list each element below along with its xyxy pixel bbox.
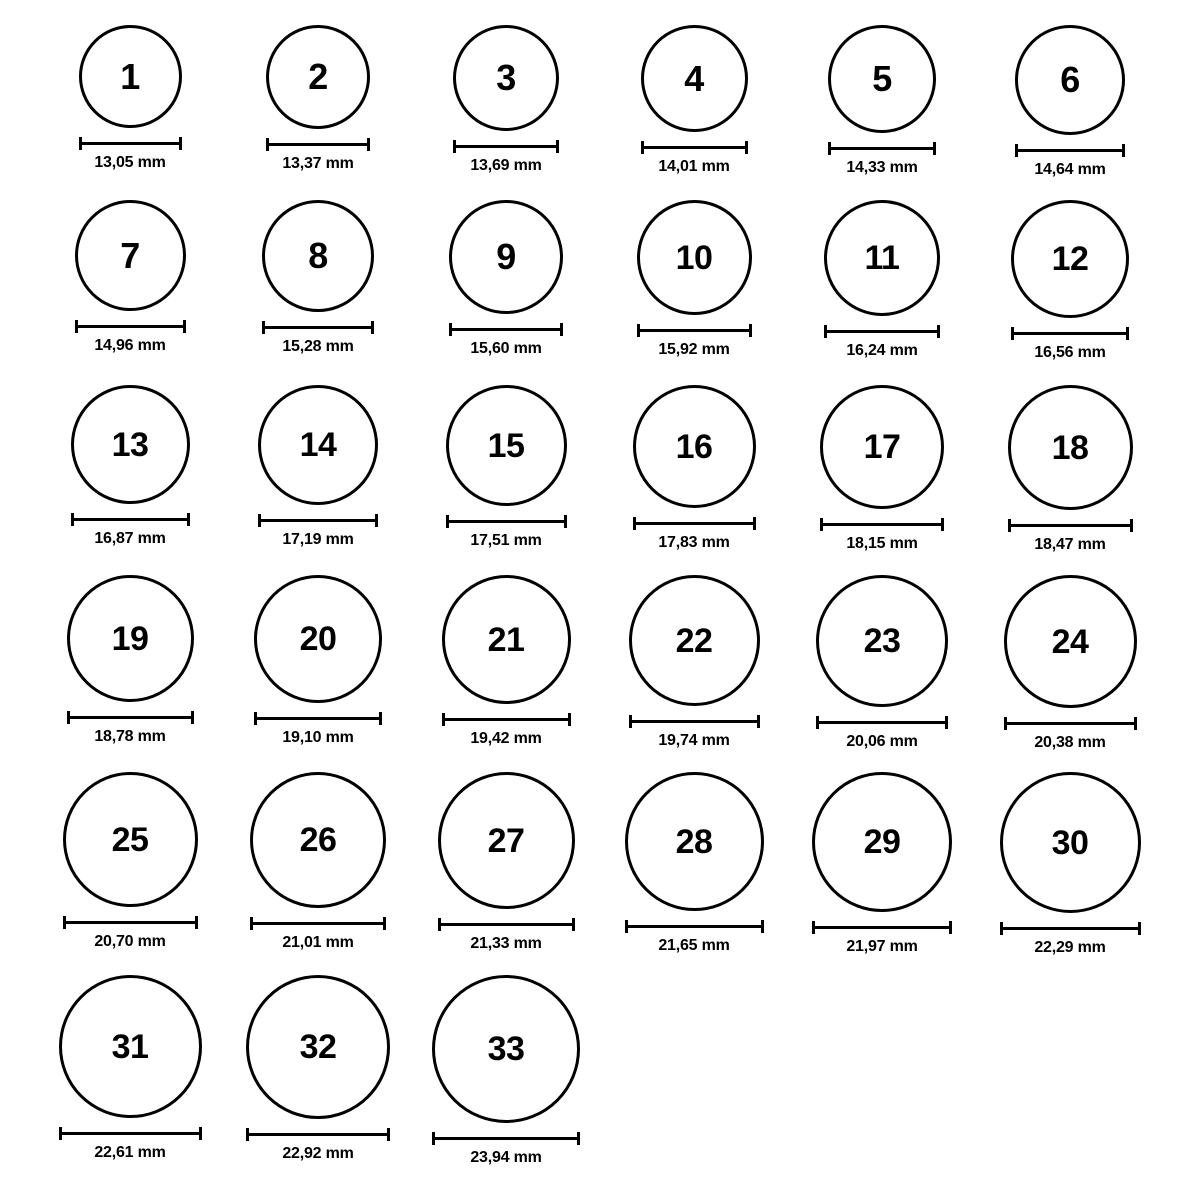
measure-end-cap-left [254, 712, 257, 725]
ring-diameter-label: 18,15 mm [846, 535, 918, 552]
ring-circle [1011, 200, 1129, 318]
ring-size-number: 7 [120, 234, 140, 276]
ring-diameter-label: 13,05 mm [94, 154, 166, 171]
measure-end-cap-left [629, 715, 632, 728]
ring-size-item [634, 772, 754, 955]
ring-size-number: 2 [308, 56, 328, 97]
diameter-measure-bar [637, 324, 752, 335]
ring-circle [449, 200, 563, 314]
measure-end-cap-left [438, 918, 441, 931]
ring-diameter-label: 19,10 mm [282, 729, 354, 746]
measure-end-cap-left [1015, 144, 1018, 157]
measure-line [446, 520, 567, 523]
diameter-measure-bar [820, 518, 944, 529]
ring-diameter-label: 21,33 mm [470, 935, 542, 952]
measure-end-cap-left [442, 713, 445, 726]
ring-diameter-label: 17,19 mm [282, 531, 354, 548]
ring-size-number: 28 [675, 822, 713, 861]
ring-size-number: 31 [111, 1027, 149, 1066]
ring-diameter-label: 23,94 mm [470, 1149, 542, 1166]
ring-circle [254, 575, 382, 703]
measure-end-cap-right [1126, 327, 1129, 340]
measure-end-cap-left [641, 141, 644, 154]
ring-size-item [1010, 25, 1130, 179]
measure-end-cap-right [757, 715, 760, 728]
measure-line [59, 1132, 202, 1135]
measure-line [828, 147, 936, 150]
ring-size-item [70, 200, 190, 355]
diameter-measure-bar [641, 141, 748, 152]
ring-diameter-label: 19,42 mm [470, 730, 542, 747]
ring-size-number: 10 [675, 238, 713, 277]
measure-line [442, 718, 571, 721]
measure-end-cap-right [753, 517, 756, 530]
ring-size-item [634, 385, 754, 552]
ring-size-item [446, 772, 566, 953]
ring-circle [1000, 772, 1141, 913]
ring-diameter-label: 22,92 mm [282, 1145, 354, 1162]
ring-size-number: 26 [299, 821, 337, 859]
measure-end-cap-right [941, 518, 944, 531]
ring-circle [438, 772, 575, 909]
ring-size-number: 14 [299, 426, 337, 464]
measure-end-cap-right [371, 321, 374, 334]
measure-end-cap-left [262, 321, 265, 334]
measure-end-cap-right [1122, 144, 1125, 157]
ring-diameter-label: 20,70 mm [94, 933, 166, 950]
ring-size-item [258, 772, 378, 952]
diameter-measure-bar [816, 716, 948, 727]
diameter-measure-bar [812, 921, 952, 932]
measure-end-cap-right [1130, 519, 1133, 532]
measure-line [71, 518, 190, 521]
measure-line [1004, 722, 1137, 725]
measure-end-cap-left [824, 325, 827, 338]
ring-size-item [822, 25, 942, 177]
measure-end-cap-right [937, 325, 940, 338]
measure-end-cap-left [266, 138, 269, 151]
diameter-measure-bar [71, 513, 190, 524]
ring-size-item [446, 385, 566, 550]
ring-diameter-label: 16,87 mm [94, 530, 166, 547]
ring-circle [1004, 575, 1137, 708]
ring-size-number: 4 [684, 57, 704, 99]
ring-diameter-label: 15,60 mm [470, 340, 542, 357]
ring-size-item [258, 200, 378, 356]
measure-line [1015, 149, 1125, 152]
ring-circle [633, 385, 756, 508]
ring-size-item [1010, 200, 1130, 362]
diameter-measure-bar [633, 517, 756, 528]
ring-size-item [634, 575, 754, 750]
diameter-measure-bar [1011, 327, 1129, 338]
ring-size-item [1010, 772, 1130, 957]
ring-circle [824, 200, 940, 316]
measure-end-cap-right [179, 137, 182, 150]
ring-diameter-label: 14,96 mm [94, 337, 166, 354]
ring-size-number: 13 [111, 425, 149, 464]
diameter-measure-bar [1008, 519, 1133, 530]
measure-end-cap-right [195, 916, 198, 929]
measure-line [63, 921, 198, 924]
measure-line [812, 926, 952, 929]
measure-end-cap-right [387, 1128, 390, 1141]
ring-circle [820, 385, 944, 509]
ring-size-number: 21 [487, 620, 525, 659]
ring-circle [63, 772, 198, 907]
diameter-measure-bar [59, 1127, 202, 1138]
ring-size-item [634, 25, 754, 176]
ring-size-number: 29 [863, 823, 901, 861]
measure-end-cap-left [637, 324, 640, 337]
ring-diameter-label: 16,56 mm [1034, 344, 1106, 361]
ring-circle [67, 575, 194, 702]
measure-end-cap-left [71, 513, 74, 526]
measure-end-cap-left [820, 518, 823, 531]
ring-diameter-label: 18,47 mm [1034, 536, 1106, 553]
measure-end-cap-right [1138, 922, 1141, 935]
measure-end-cap-left [1008, 519, 1011, 532]
ring-size-item [1010, 575, 1130, 752]
ring-diameter-label: 20,38 mm [1034, 734, 1106, 751]
ring-diameter-label: 20,06 mm [846, 733, 918, 750]
ring-size-number: 17 [863, 428, 901, 466]
measure-end-cap-left [446, 515, 449, 528]
measure-end-cap-right [383, 917, 386, 930]
measure-end-cap-left [1011, 327, 1014, 340]
measure-end-cap-right [761, 920, 764, 933]
measure-end-cap-left [250, 917, 253, 930]
measure-line [449, 328, 563, 331]
measure-end-cap-left [258, 514, 261, 527]
measure-end-cap-right [187, 513, 190, 526]
measure-end-cap-left [246, 1128, 249, 1141]
measure-end-cap-left [816, 716, 819, 729]
diameter-measure-bar [438, 918, 575, 929]
measure-end-cap-right [199, 1127, 202, 1140]
measure-end-cap-right [949, 921, 952, 934]
ring-circle [637, 200, 752, 315]
ring-size-number: 30 [1051, 823, 1089, 862]
ring-size-number: 3 [496, 57, 516, 98]
measure-end-cap-left [828, 142, 831, 155]
ring-diameter-label: 13,69 mm [470, 157, 542, 174]
diameter-measure-bar [262, 321, 374, 332]
measure-end-cap-right [375, 514, 378, 527]
diameter-measure-bar [828, 142, 936, 153]
measure-line [438, 923, 575, 926]
diameter-measure-bar [63, 916, 198, 927]
diameter-measure-bar [67, 711, 194, 722]
ring-diameter-label: 18,78 mm [94, 728, 166, 745]
ring-circle [266, 25, 370, 129]
diameter-measure-bar [453, 140, 559, 151]
ring-size-item [258, 975, 378, 1163]
diameter-measure-bar [446, 515, 567, 526]
ring-circle [442, 575, 571, 704]
measure-end-cap-left [432, 1132, 435, 1145]
measure-end-cap-right [183, 320, 186, 333]
measure-end-cap-left [812, 921, 815, 934]
ring-diameter-label: 13,37 mm [282, 155, 354, 172]
ring-size-number: 25 [111, 820, 149, 859]
measure-end-cap-left [59, 1127, 62, 1140]
ring-circle [246, 975, 390, 1119]
ring-diameter-label: 15,28 mm [282, 338, 354, 355]
measure-line [1000, 927, 1141, 930]
ring-size-number: 11 [864, 239, 900, 277]
ring-circle [641, 25, 748, 132]
ring-size-item [446, 200, 566, 358]
ring-diameter-label: 14,01 mm [658, 158, 730, 175]
diameter-measure-bar [824, 325, 940, 336]
ring-size-item [70, 575, 190, 746]
measure-end-cap-left [1004, 717, 1007, 730]
measure-end-cap-right [556, 140, 559, 153]
ring-diameter-label: 21,97 mm [846, 938, 918, 955]
ring-size-item [1010, 385, 1130, 554]
ring-size-item [70, 25, 190, 172]
ring-diameter-label: 16,24 mm [846, 342, 918, 359]
ring-circle [79, 25, 182, 128]
measure-line [633, 522, 756, 525]
ring-circle [75, 200, 186, 311]
ring-circle [446, 385, 567, 506]
ring-size-number: 8 [308, 235, 328, 276]
measure-end-cap-left [1000, 922, 1003, 935]
measure-line [824, 330, 940, 333]
diameter-measure-bar [258, 514, 378, 525]
measure-end-cap-left [625, 920, 628, 933]
measure-end-cap-right [191, 711, 194, 724]
measure-line [67, 716, 194, 719]
diameter-measure-bar [250, 917, 386, 928]
ring-size-item [258, 25, 378, 173]
ring-circle [250, 772, 386, 908]
ring-size-number: 20 [299, 620, 337, 658]
ring-size-number: 16 [675, 427, 713, 466]
measure-end-cap-right [367, 138, 370, 151]
ring-size-number: 22 [675, 621, 713, 660]
measure-line [75, 325, 186, 328]
ring-circle [432, 975, 580, 1123]
measure-line [266, 143, 370, 146]
ring-size-item [634, 200, 754, 359]
measure-end-cap-right [564, 515, 567, 528]
measure-line [625, 925, 764, 928]
measure-line [637, 329, 752, 332]
ring-circle [59, 975, 202, 1118]
ring-size-number: 15 [487, 426, 525, 465]
measure-end-cap-right [933, 142, 936, 155]
ring-size-item [822, 575, 942, 751]
ring-diameter-label: 22,29 mm [1034, 939, 1106, 956]
ring-circle [812, 772, 952, 912]
measure-end-cap-right [1134, 717, 1137, 730]
ring-size-number: 9 [496, 236, 516, 277]
ring-circle [453, 25, 559, 131]
ring-size-number: 12 [1051, 240, 1089, 278]
ring-circle [629, 575, 760, 706]
measure-line [629, 720, 760, 723]
ring-size-item [258, 385, 378, 549]
ring-size-number: 6 [1060, 59, 1080, 100]
ring-diameter-label: 14,33 mm [846, 159, 918, 176]
measure-end-cap-left [79, 137, 82, 150]
ring-circle [258, 385, 378, 505]
measure-end-cap-right [577, 1132, 580, 1145]
ring-circle [1008, 385, 1133, 510]
measure-line [258, 519, 378, 522]
ring-diameter-label: 14,64 mm [1034, 161, 1106, 178]
diameter-measure-bar [625, 920, 764, 931]
measure-line [262, 326, 374, 329]
ring-size-item [446, 575, 566, 748]
ring-diameter-label: 19,74 mm [658, 732, 730, 749]
measure-line [1011, 332, 1129, 335]
ring-size-number: 32 [299, 1028, 337, 1066]
ring-size-number: 5 [872, 58, 892, 99]
measure-end-cap-right [560, 323, 563, 336]
ring-circle [828, 25, 936, 133]
measure-end-cap-left [75, 320, 78, 333]
ring-size-item [70, 975, 190, 1162]
diameter-measure-bar [75, 320, 186, 331]
measure-line [432, 1137, 580, 1140]
measure-end-cap-left [453, 140, 456, 153]
diameter-measure-bar [246, 1128, 390, 1139]
ring-size-item [446, 25, 566, 175]
measure-end-cap-left [449, 323, 452, 336]
measure-end-cap-left [67, 711, 70, 724]
ring-size-number: 33 [487, 1030, 525, 1068]
measure-line [816, 721, 948, 724]
ring-diameter-label: 21,65 mm [658, 937, 730, 954]
measure-end-cap-left [63, 916, 66, 929]
diameter-measure-bar [432, 1132, 580, 1143]
measure-line [254, 717, 382, 720]
ring-size-number: 23 [863, 622, 901, 660]
ring-size-number: 27 [487, 821, 525, 860]
diameter-measure-bar [629, 715, 760, 726]
ring-diameter-label: 15,92 mm [658, 341, 730, 358]
diameter-measure-bar [1015, 144, 1125, 155]
diameter-measure-bar [254, 712, 382, 723]
ring-diameter-label: 17,83 mm [658, 534, 730, 551]
ring-size-number: 19 [111, 619, 149, 658]
measure-line [79, 142, 182, 145]
measure-end-cap-right [945, 716, 948, 729]
diameter-measure-bar [79, 137, 182, 148]
measure-line [1008, 524, 1133, 527]
measure-end-cap-left [633, 517, 636, 530]
ring-size-number: 24 [1051, 622, 1089, 661]
diameter-measure-bar [266, 138, 370, 149]
ring-size-item [822, 385, 942, 553]
measure-line [820, 523, 944, 526]
measure-end-cap-right [745, 141, 748, 154]
ring-circle [71, 385, 190, 504]
diameter-measure-bar [449, 323, 563, 334]
ring-circle [816, 575, 948, 707]
ring-size-item [70, 385, 190, 548]
diameter-measure-bar [1000, 922, 1141, 933]
ring-circle [625, 772, 764, 911]
diameter-measure-bar [1004, 717, 1137, 728]
ring-size-item [446, 975, 566, 1167]
ring-diameter-label: 22,61 mm [94, 1144, 166, 1161]
diameter-measure-bar [442, 713, 571, 724]
measure-line [246, 1133, 390, 1136]
measure-end-cap-right [379, 712, 382, 725]
ring-circle [1015, 25, 1125, 135]
ring-size-number: 1 [120, 55, 140, 97]
ring-size-item [258, 575, 378, 747]
ring-size-item [822, 200, 942, 360]
ring-circle [262, 200, 374, 312]
measure-end-cap-right [749, 324, 752, 337]
ring-diameter-label: 17,51 mm [470, 532, 542, 549]
ring-size-item [822, 772, 942, 956]
ring-diameter-label: 21,01 mm [282, 934, 354, 951]
ring-size-item [70, 772, 190, 951]
ring-size-number: 18 [1051, 428, 1089, 467]
measure-line [250, 922, 386, 925]
measure-end-cap-right [572, 918, 575, 931]
measure-line [641, 146, 748, 149]
measure-line [453, 145, 559, 148]
measure-end-cap-right [568, 713, 571, 726]
